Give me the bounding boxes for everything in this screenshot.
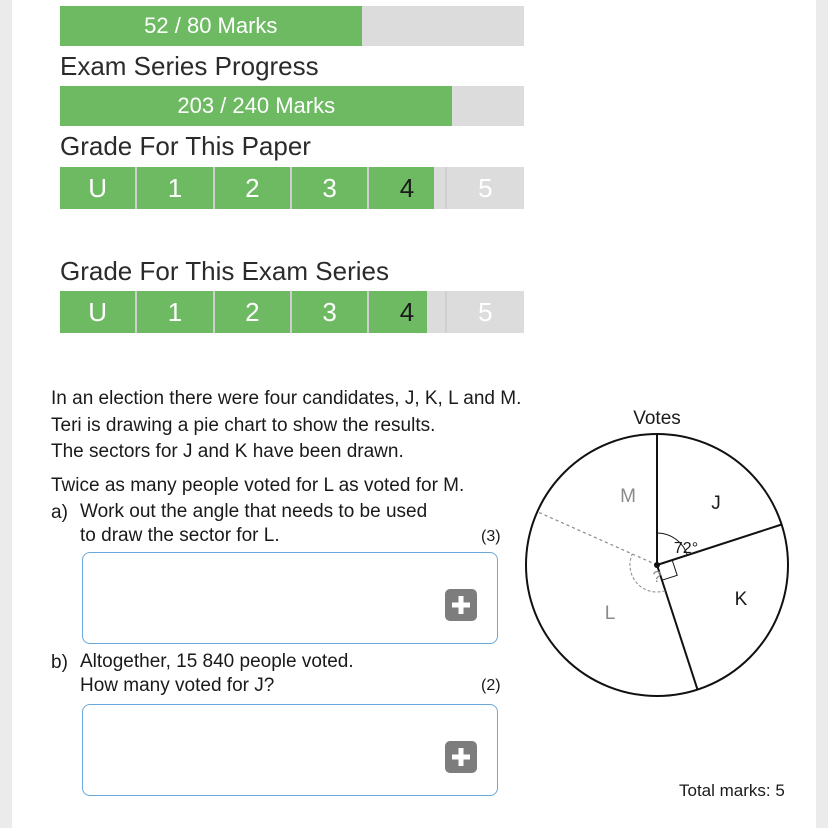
question-intro <box>51 386 521 466</box>
grade-cell-4: 4 <box>369 167 446 209</box>
pie-radius-k-l <box>657 565 698 690</box>
pie-radius-l-m-dashed <box>537 512 657 565</box>
pie-title: Votes <box>633 408 681 429</box>
grade-cell-1: 1 <box>137 167 214 209</box>
pie-label-l: L <box>604 603 616 624</box>
paper-progress-label: 52 / 80 Marks <box>144 13 278 38</box>
intro-line: The sectors for J and K have been drawn. <box>51 441 404 462</box>
grade-cell-u: U <box>60 291 137 333</box>
grade-paper-scale <box>60 167 524 209</box>
part-a-line: Work out the angle that needs to be used <box>80 501 428 522</box>
part-a-text <box>80 500 427 548</box>
pie-unknown-angle-label: ? <box>652 569 662 586</box>
grade-cell-3: 3 <box>292 291 369 333</box>
exam-series-progress-label: 203 / 240 Marks <box>177 93 336 118</box>
plus-icon[interactable] <box>445 741 477 773</box>
grade-series-heading: Grade For This Exam Series <box>60 256 389 286</box>
part-a-marks: (3) <box>481 528 501 545</box>
grade-cell-u: U <box>60 167 137 209</box>
paper-progress-bar <box>60 6 524 46</box>
part-a-letter: a) <box>51 502 68 523</box>
grade-cell-5: 5 <box>478 296 493 327</box>
grade-cell-4: 4 <box>369 291 446 333</box>
grade-series-scale <box>60 291 524 333</box>
grade-cell-2: 2 <box>215 167 292 209</box>
part-b-line: Altogether, 15 840 people voted. <box>80 651 354 672</box>
pie-center-dot <box>654 562 660 568</box>
part-b-line: How many voted for J? <box>80 675 275 696</box>
part-b-answer-box[interactable] <box>82 704 498 796</box>
total-marks: Total marks: 5 <box>679 781 785 800</box>
question-condition: Twice as many people voted for L as voted for M. <box>51 475 465 496</box>
pie-label-k: K <box>734 589 748 610</box>
pie-label-m: M <box>620 486 636 507</box>
pie-label-j: J <box>711 493 721 514</box>
votes-pie-chart <box>512 395 812 705</box>
grade-cell-5: 5 <box>478 172 493 203</box>
part-b-marks: (2) <box>481 677 501 694</box>
plus-icon[interactable] <box>445 589 477 621</box>
grade-cell-1: 1 <box>137 291 214 333</box>
question-page <box>12 0 816 828</box>
part-a-line: to draw the sector for L. <box>80 525 280 546</box>
intro-line: Teri is drawing a pie chart to show the results. <box>51 414 436 436</box>
exam-series-progress-heading: Exam Series Progress <box>60 51 319 81</box>
part-b-letter: b) <box>51 652 68 673</box>
part-b-text <box>80 650 354 698</box>
part-a-answer-box[interactable] <box>82 552 498 644</box>
grade-cell-3: 3 <box>292 167 369 209</box>
grade-paper-heading: Grade For This Paper <box>60 131 311 161</box>
grade-cell-2: 2 <box>215 291 292 333</box>
intro-line: In an election there were four candidates, J, K, L and M. <box>51 388 522 409</box>
exam-series-progress-bar <box>60 86 524 126</box>
pie-angle-label-j: 72° <box>673 540 699 557</box>
